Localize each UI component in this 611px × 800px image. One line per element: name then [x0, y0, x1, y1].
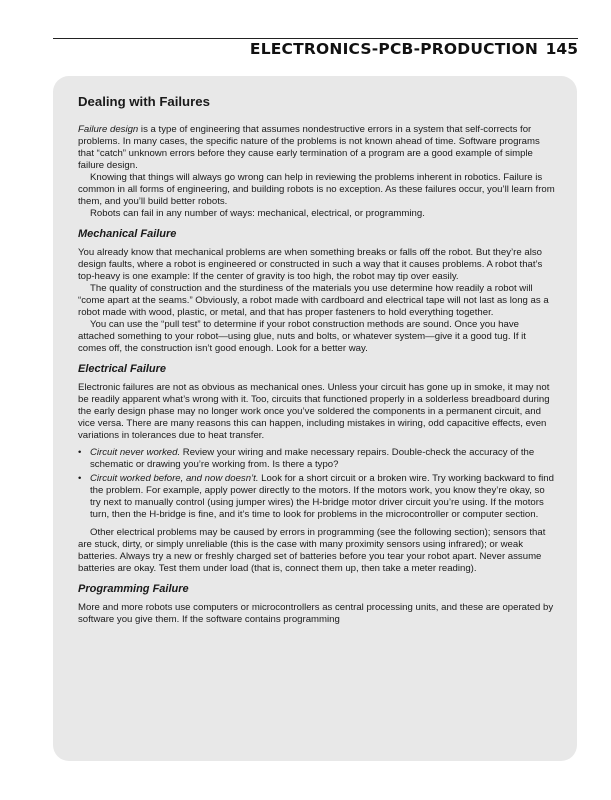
- section-title: Dealing with Failures: [78, 94, 210, 109]
- intro-paragraph-1: [78, 124, 556, 172]
- bullet-lead: Circuit never worked.: [90, 447, 181, 458]
- programming-heading: Programming Failure: [78, 583, 189, 595]
- bullet-marker: •: [78, 473, 82, 484]
- running-header: [53, 38, 578, 63]
- running-header-title: ELECTRONICS-PCB-PRODUCTION: [249, 40, 538, 58]
- list-item: [78, 473, 556, 521]
- bullet-lead: Circuit worked before, and now doesn’t.: [90, 473, 259, 484]
- bullet-marker: •: [78, 447, 82, 458]
- mechanical-heading: Mechanical Failure: [78, 228, 177, 240]
- electrical-heading: Electrical Failure: [78, 363, 167, 375]
- bullet-text: Review your wiring and make necessary repairs. Double-check the accuracy of the schematic or drawing you’re working from. Is there a typo?: [90, 447, 535, 470]
- programming-paragraph-1: More and more robots use computers or microcontrollers as central processing units, and these are operated by software you give them. If the software contains programming: [78, 602, 554, 625]
- electrical-paragraph-1: Electronic failures are not as obvious as mechanical ones. Unless your circuit has gone up in smoke, it may not be readily apparent what’s wrong with it. Too, circuits that functioned properly in a solderless breadboard during the early design phase may no longer work once you’ve soldered the components in a permanent circuit, and vice versa. There are many reasons this can happen, including mistakes in wiring, odd capacitive effects, even variations in tolerances due to heat transfer.: [78, 382, 550, 441]
- electrical-paragraph-2: Other electrical problems may be caused by errors in programming (see the following section); sensors that are stuck, dirty, or simply unreliable (this is the case with many proximity sensors using infrared); or weak batteries. Always try a new or freshly charged set of batteries before you tear your robot apart. Never assume batteries are okay. Test them under load (that is, connect them up, then take a meter reading).: [78, 527, 546, 574]
- intro-term: Failure design: [78, 124, 139, 135]
- sidebar-content: [78, 94, 556, 626]
- bullet-text: Look for a short circuit or a broken wire. Try working backward to find the problem. For example, apply power directly to the motors. If the motors work, you know they’re okay, so try next to manually control (using jumper wires) the H-bridge motor driver circuit you’re using. If the motors turn, then the H-bridge is fine, and it’s time to look for problems in the microcontroller or computer section.: [90, 473, 554, 520]
- list-item: [78, 447, 556, 471]
- electrical-bullet-list: [78, 447, 556, 521]
- page-number: 145: [545, 40, 578, 58]
- mechanical-paragraph-1: You already know that mechanical problems are when something breaks or falls off the robot. But they’re also design faults, where a robot is engineered or constructed in such a way that it causes problems. A robot that’s top-heavy is one example: If the center of gravity is too high, the robot may tip over easily.: [78, 247, 543, 282]
- intro-paragraph-2: Knowing that things will always go wrong can help in reviewing the problems inherent in robotics. Failure is common in all forms of engineering, and building robots is no exception. As these failures occur, you’ll learn from them, and you’ll build better robots.: [78, 172, 555, 207]
- intro-text: is a type of engineering that assumes nondestructive errors in a system that self-corrects for problems. In many cases, the specific nature of the problems is not known ahead of time. Software programs that “catch” unknown errors before they cause early termination of a program are a good example of simple failure design.: [78, 124, 540, 171]
- intro-paragraph-3: Robots can fail in any number of ways: mechanical, electrical, or programming.: [90, 208, 425, 219]
- mechanical-paragraph-3: You can use the “pull test” to determine if your robot construction methods are sound. Once you have attached something to your robot—using glue, nuts and bolts, or whatever system—give it a good tug. If it comes off, the construction isn’t good enough. Look for a better way.: [78, 319, 526, 354]
- mechanical-paragraph-2: The quality of construction and the sturdiness of the materials you use determine how readily a robot will “come apart at the seams.” Obviously, a robot made with cardboard and electrical tape will not last as long as a robot made with wood, plastic, or metal, and that has proper fasteners to hold everything together.: [78, 283, 549, 318]
